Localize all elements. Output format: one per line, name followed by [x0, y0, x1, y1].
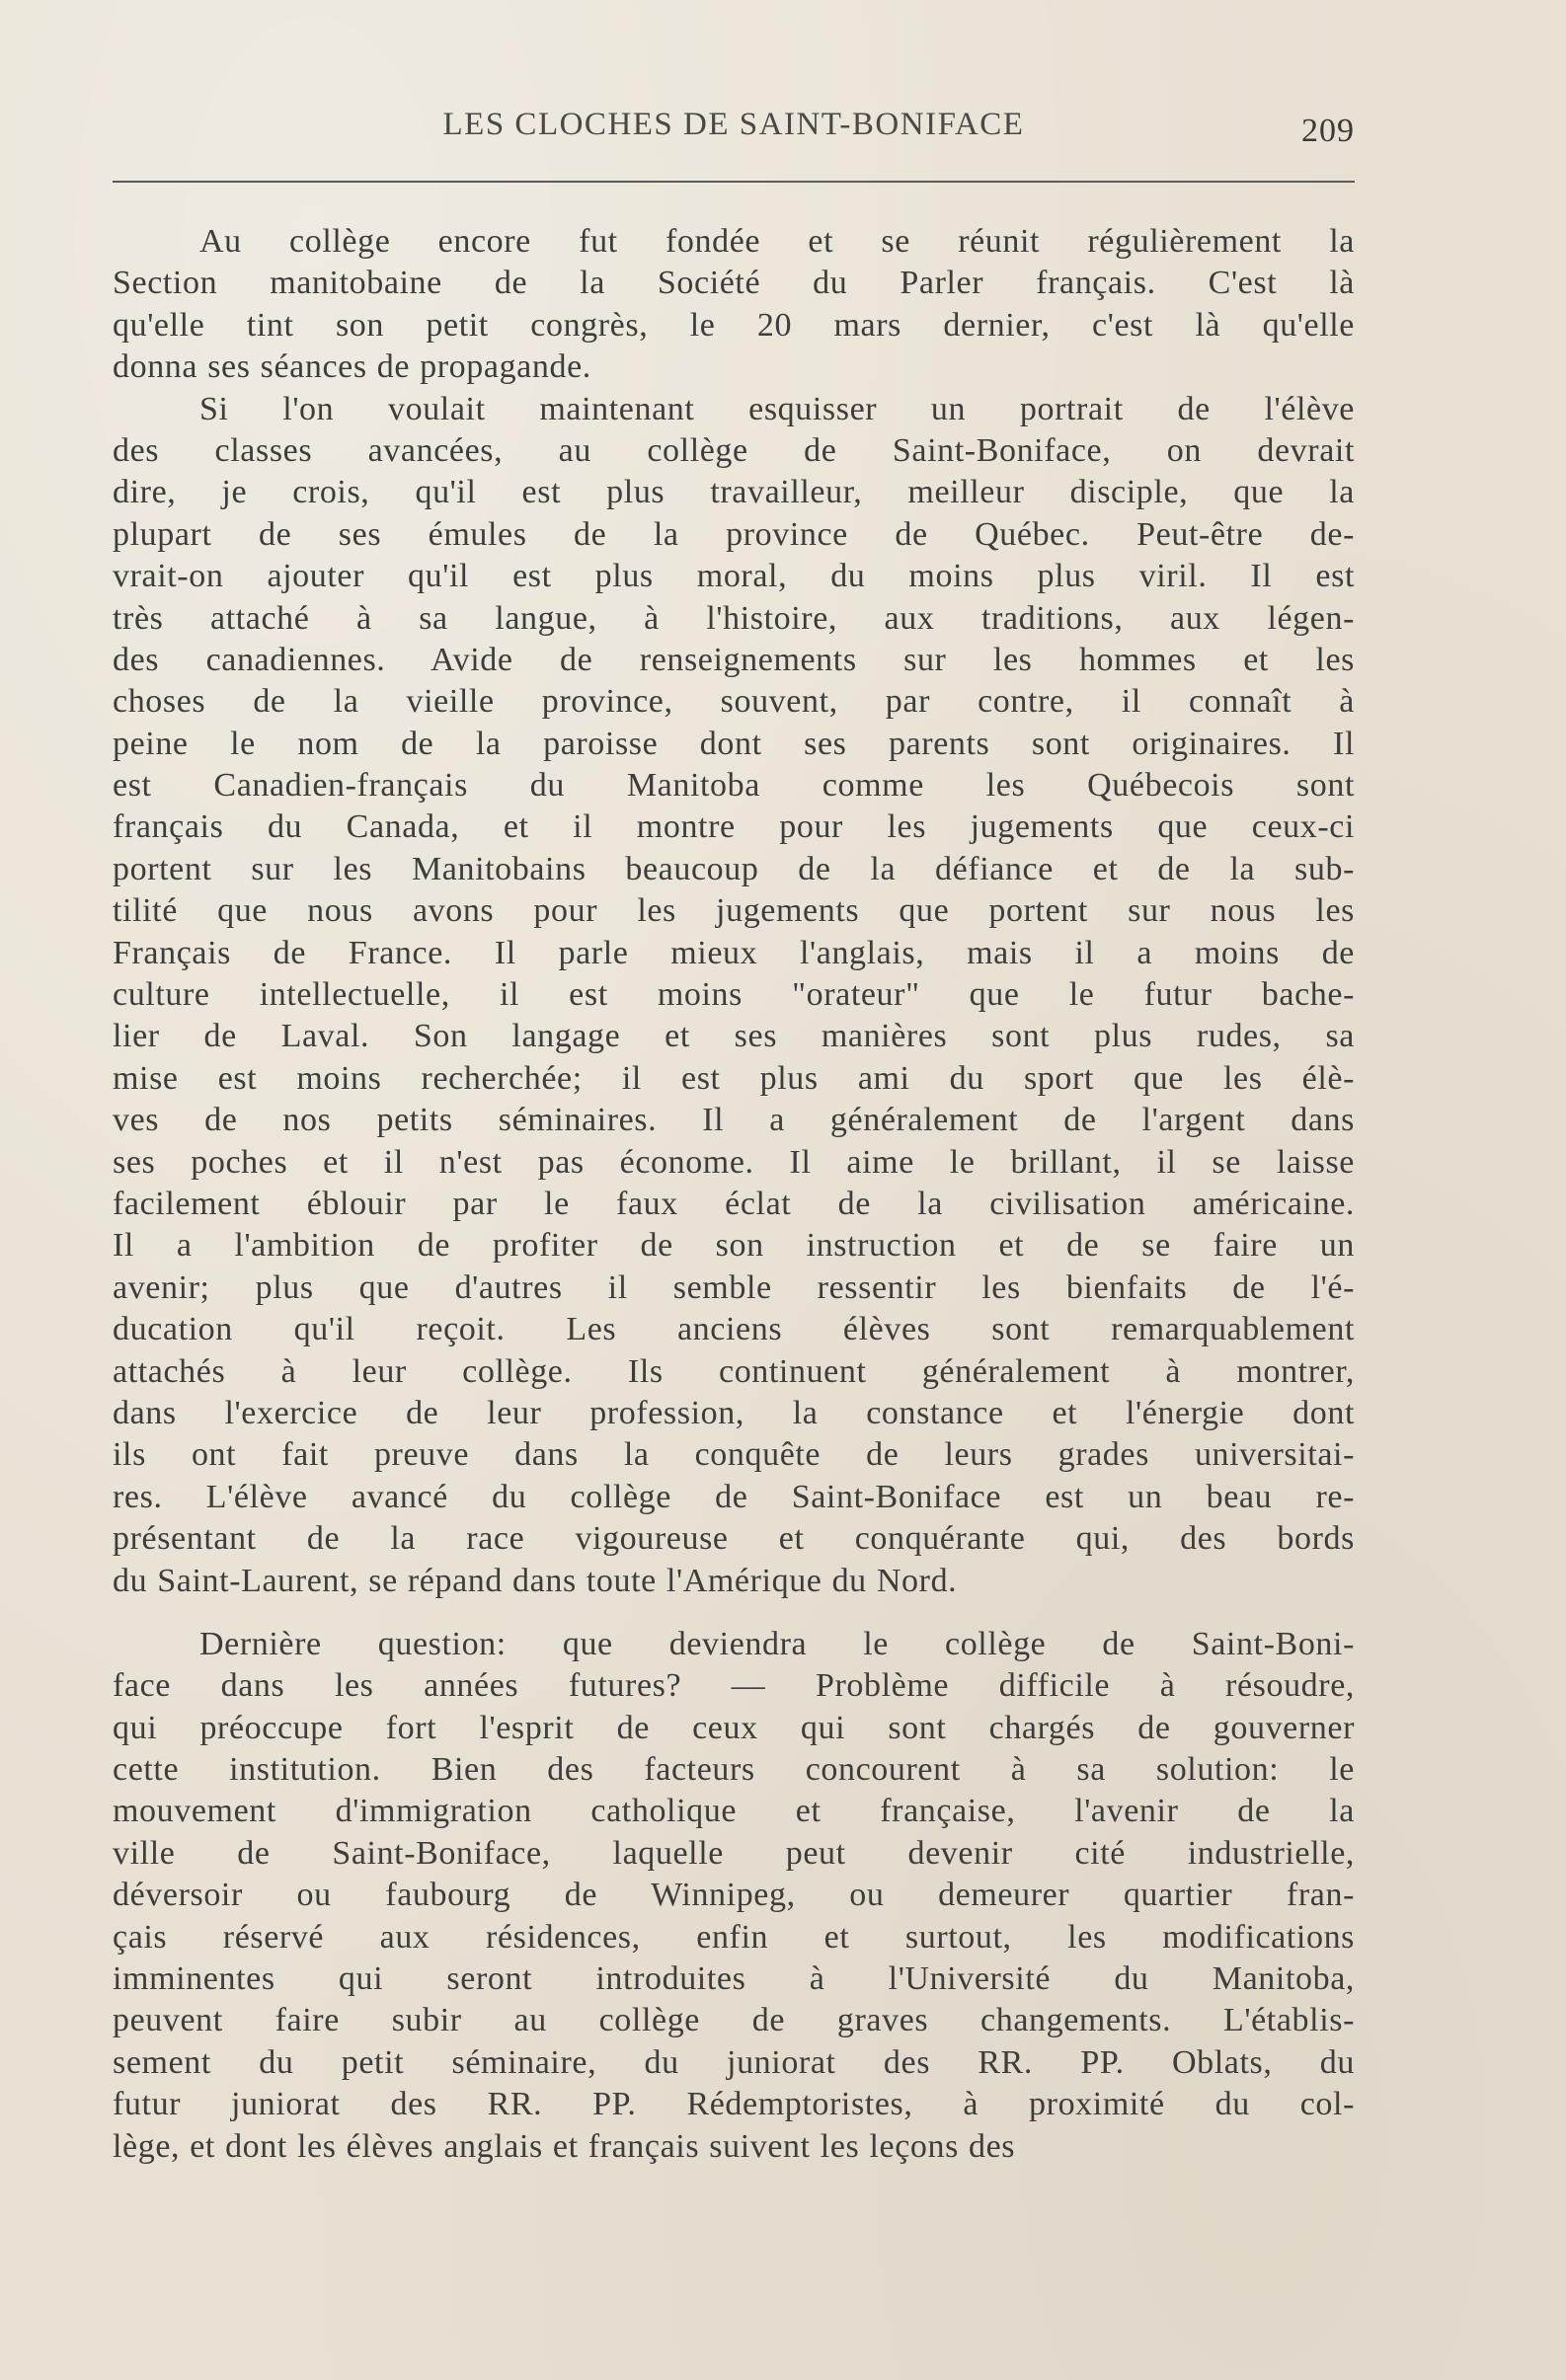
- body-text: [113, 221, 1355, 2168]
- paragraph: [113, 221, 1355, 389]
- text-line: Il a l'ambition de profiter de son instruction et de se faire un: [113, 1227, 1355, 1265]
- text-line: lège, et dont les élèves anglais et français suivent les leçons des: [113, 2127, 1016, 2165]
- text-line: très attaché à sa langue, à l'histoire, aux traditions, aux légen-: [113, 599, 1355, 637]
- paragraph: [113, 1624, 1355, 2168]
- text-line: ducation qu'il reçoit. Les anciens élèves sont remarquablement: [113, 1311, 1355, 1348]
- header-rule: [113, 181, 1355, 183]
- text-line: est Canadien-français du Manitoba comme les Québecois sont: [113, 767, 1355, 805]
- text-line: face dans les années futures? — Problème difficile à résoudre,: [113, 1667, 1355, 1705]
- text-line: qu'elle tint son petit congrès, le 20 mars dernier, c'est là qu'elle: [113, 306, 1355, 344]
- text-line: portent sur les Manitobains beaucoup de la défiance et de la sub-: [113, 850, 1355, 887]
- text-line: imminentes qui seront introduites à l'Université du Manitoba,: [113, 1960, 1355, 1998]
- running-head: [113, 99, 1355, 158]
- text-line: sement du petit séminaire, du juniorat des RR. PP. Oblats, du: [113, 2043, 1355, 2081]
- text-line: Section manitobaine de la Société du Parler français. C'est là: [113, 265, 1355, 302]
- text-line: présentant de la race vigoureuse et conquérante qui, des bords: [113, 1520, 1355, 1558]
- text-line: Dernière question: que deviendra le collège de Saint-Boni-: [199, 1625, 1355, 1662]
- text-line: dire, je crois, qu'il est plus travailleur, meilleur disciple, que la: [113, 474, 1355, 511]
- running-title: LES CLOCHES DE SAINT-BONIFACE: [442, 107, 1025, 142]
- text-line: peuvent faire subir au collège de graves changements. L'établis-: [113, 2002, 1355, 2039]
- text-line: plupart de ses émules de la province de Québec. Peut-être de-: [113, 515, 1355, 553]
- text-line: res. L'élève avancé du collège de Saint-Boniface est un beau re-: [113, 1478, 1355, 1515]
- text-line: cette institution. Bien des facteurs concourent à sa solution: le: [113, 1751, 1355, 1789]
- text-line: futur juniorat des RR. PP. Rédemptoristes, à proximité du col-: [113, 2086, 1355, 2123]
- text-line: mouvement d'immigration catholique et française, l'avenir de la: [113, 1793, 1355, 1830]
- text-line: mise est moins recherchée; il est plus ami du sport que les élè-: [113, 1059, 1355, 1097]
- text-line: des classes avancées, au collège de Saint-Boniface, on devrait: [113, 431, 1355, 469]
- text-line: ses poches et il n'est pas économe. Il aime le brillant, il se laisse: [113, 1143, 1355, 1181]
- text-line: déversoir ou faubourg de Winnipeg, ou demeurer quartier fran-: [113, 1877, 1355, 1914]
- text-line: choses de la vieille province, souvent, par contre, il connaît à: [113, 683, 1355, 721]
- text-line: ves de nos petits séminaires. Il a généralement de l'argent dans: [113, 1102, 1355, 1139]
- text-line: facilement éblouir par le faux éclat de la civilisation américaine.: [113, 1185, 1355, 1222]
- text-line: lier de Laval. Son langage et ses manières sont plus rudes, sa: [113, 1018, 1355, 1055]
- text-line: dans l'exercice de leur profession, la constance et l'énergie dont: [113, 1394, 1355, 1431]
- text-line: Français de France. Il parle mieux l'anglais, mais il a moins de: [113, 934, 1355, 971]
- text-line: ville de Saint-Boniface, laquelle peut devenir cité industrielle,: [113, 1834, 1355, 1872]
- text-line: français du Canada, et il montre pour les jugements que ceux-ci: [113, 808, 1355, 846]
- text-line: peine le nom de la paroisse dont ses parents sont originaires. Il: [113, 725, 1355, 762]
- text-line: avenir; plus que d'autres il semble ressentir les bienfaits de l'é-: [113, 1268, 1355, 1306]
- text-line: attachés à leur collège. Ils continuent généralement à montrer,: [113, 1352, 1355, 1390]
- page-number: 209: [1301, 113, 1355, 149]
- text-line: Si l'on voulait maintenant esquisser un portrait de l'élève: [199, 390, 1355, 427]
- text-line: ils ont fait preuve dans la conquête de leurs grades universitai-: [113, 1436, 1355, 1474]
- text-line: donna ses séances de propagande.: [113, 348, 591, 386]
- text-line: vrait-on ajouter qu'il est plus moral, du moins plus viril. Il est: [113, 558, 1355, 595]
- text-line: çais réservé aux résidences, enfin et surtout, les modifications: [113, 1918, 1355, 1956]
- text-line: Au collège encore fut fondée et se réunit régulièrement la: [199, 223, 1355, 260]
- text-line: des canadiennes. Avide de renseignements sur les hommes et les: [113, 641, 1355, 678]
- text-line: tilité que nous avons pour les jugements que portent sur nous les: [113, 892, 1355, 930]
- text-line: qui préoccupe fort l'esprit de ceux qui sont chargés de gouverner: [113, 1709, 1355, 1746]
- paragraph: [113, 389, 1355, 1602]
- text-line: du Saint-Laurent, se répand dans toute l'Amérique du Nord.: [113, 1562, 958, 1599]
- text-line: culture intellectuelle, il est moins "orateur" que le futur bache-: [113, 976, 1355, 1014]
